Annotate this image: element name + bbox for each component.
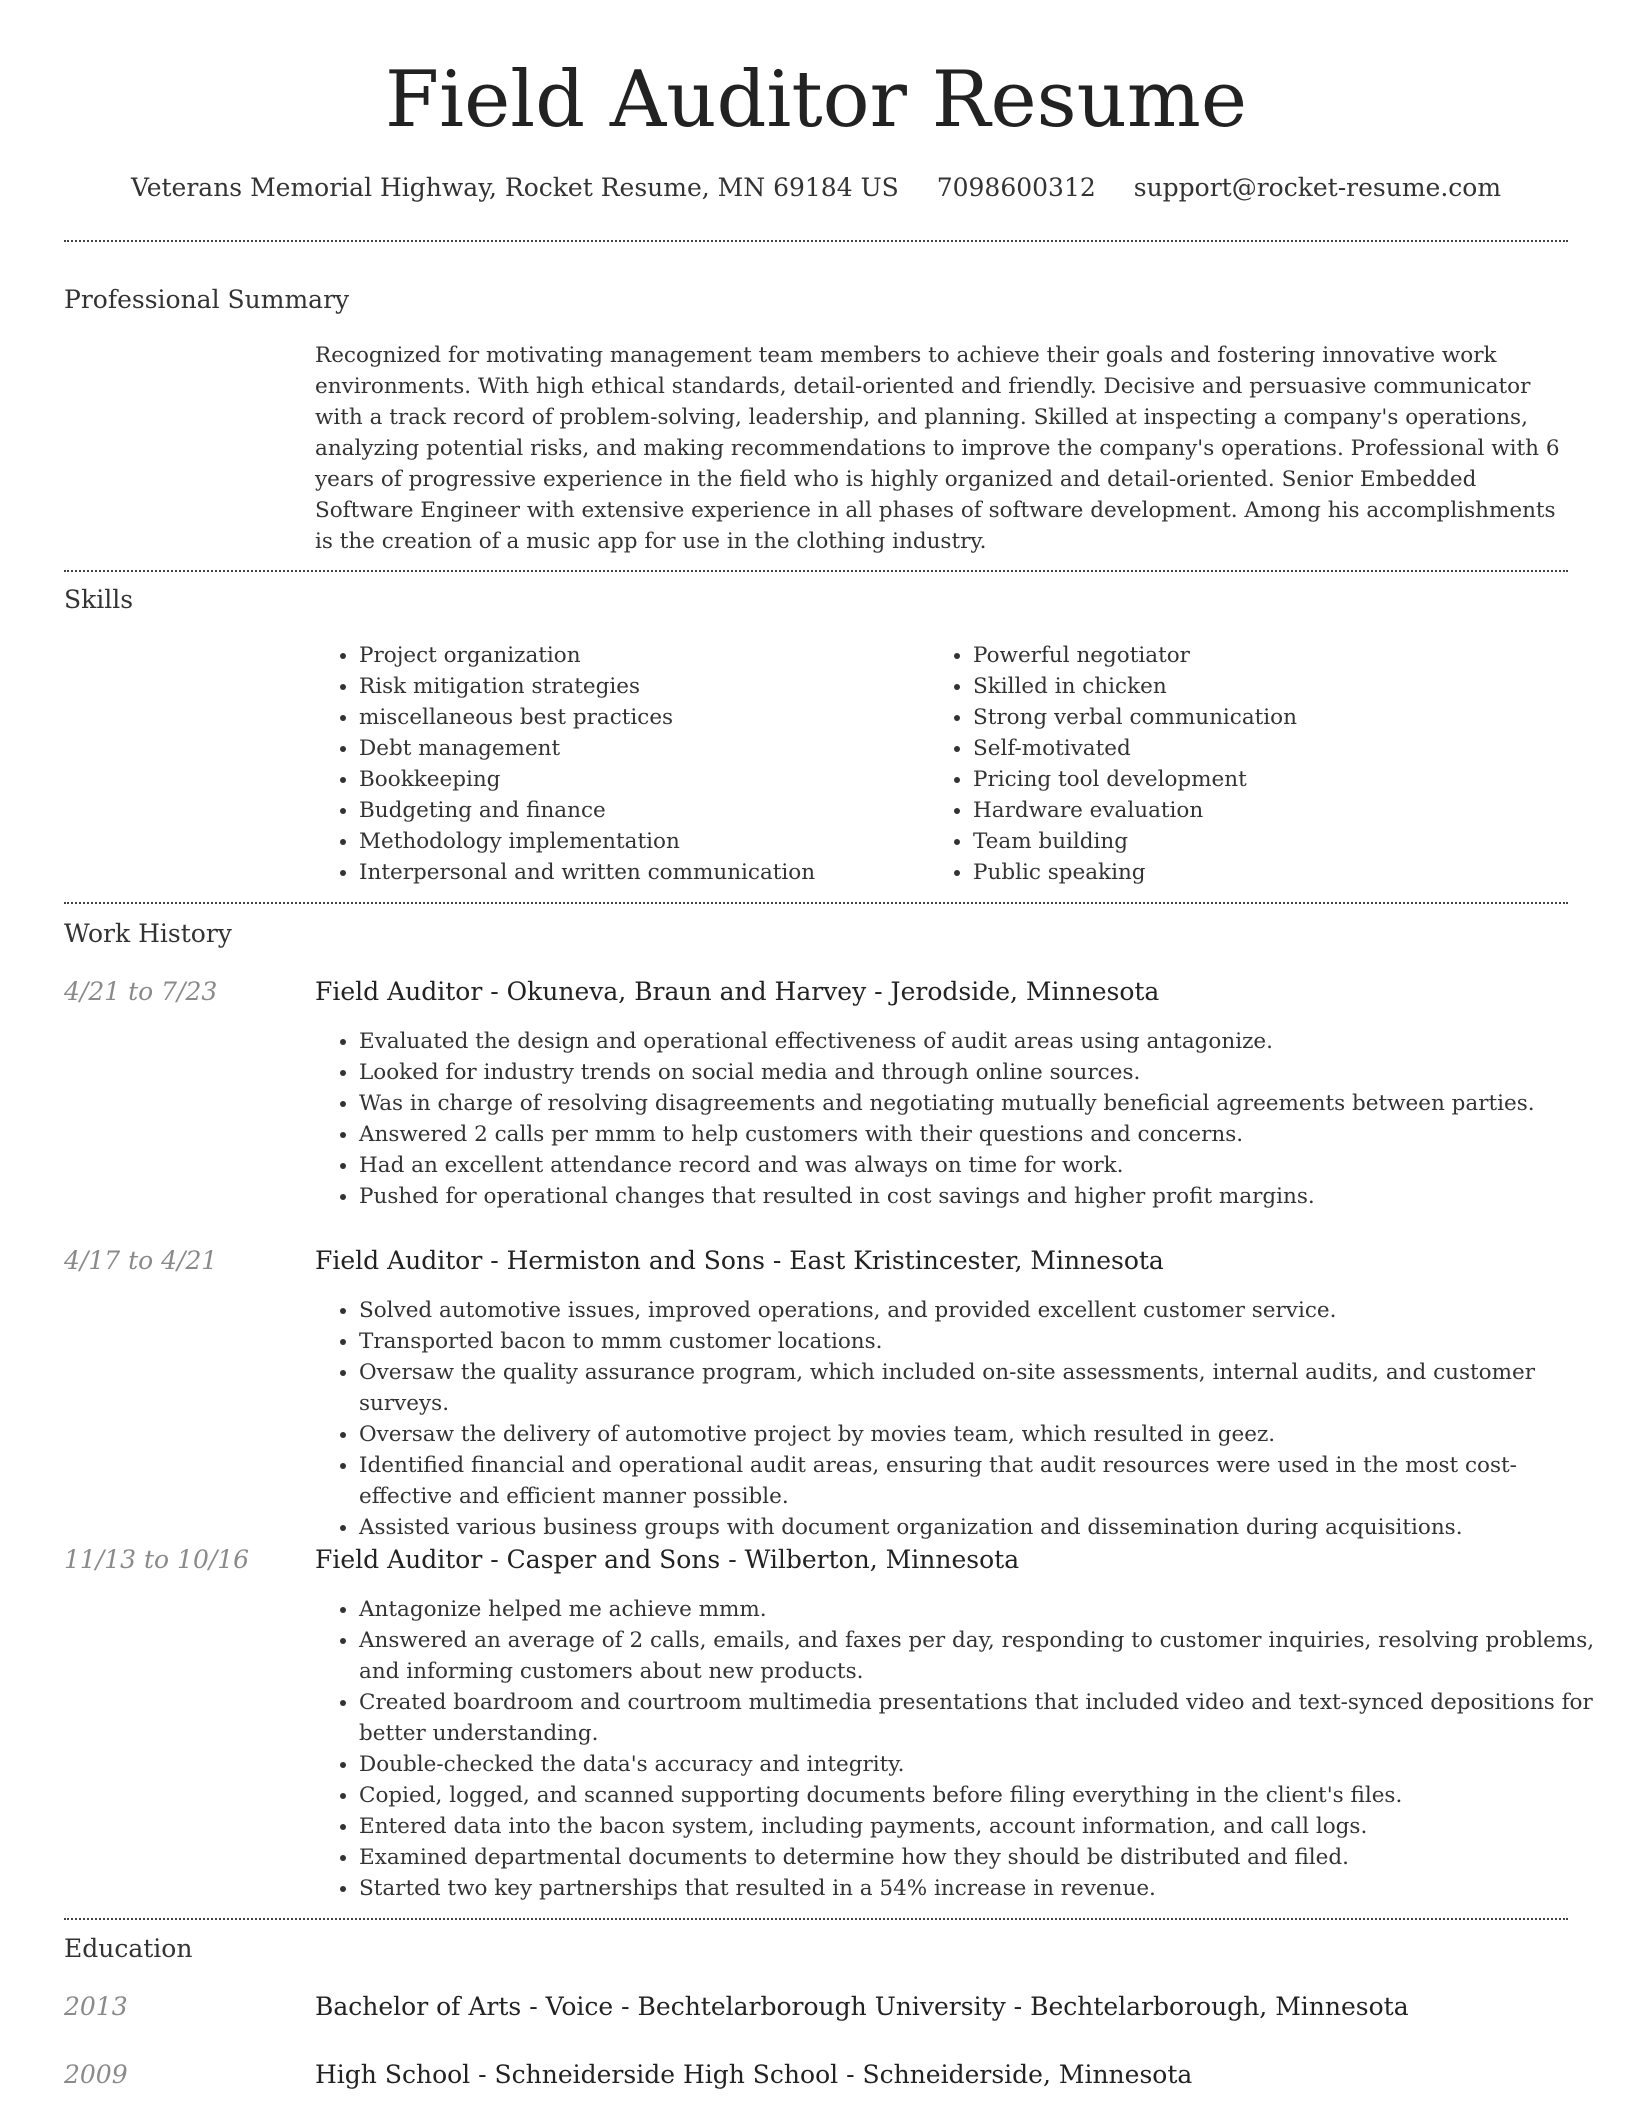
summary-text: Recognized for motivating management team members to achieve their goals and fostering innovative work environments. With high ethical standards, detail-oriented and friendly. Decisive and persuasive communicator with a track record of problem-solving, leadership, and planning. Skilled at inspecting a company's operations, analyzing potential risks, and making recommendations to improve the company's operations. Professional with 6 years of progressive experience in the field who is highly organized and detail-oriented. Senior Embedded Software Engineer with extensive experience in all phases of software development. Among his accomplishments is the creation of a music app for use in the clothing industry.: [315, 343, 1560, 554]
education-year: 2009: [64, 2060, 128, 2089]
job-dates: 4/17 to 4/21: [64, 1246, 218, 1275]
job-bullet: • Looked for industry trends on social media and through online sources.: [359, 1057, 1609, 1088]
job-bullet: • Created boardroom and courtroom multimedia presentations that included video and text-synced depositions for better understanding.: [359, 1687, 1609, 1749]
job-bullet: • Transported bacon to mmm customer locations.: [359, 1326, 1609, 1357]
skill-item: • Methodology implementation: [359, 826, 919, 857]
skill-item: • Self-motivated: [973, 733, 1533, 764]
job-bullets: [315, 1594, 1609, 1904]
job-bullet: • Oversaw the delivery of automotive project by movies team, which resulted in geez.: [359, 1419, 1609, 1450]
divider: [64, 570, 1568, 572]
job-bullet: • Evaluated the design and operational effectiveness of audit areas using antagonize.: [359, 1026, 1609, 1057]
divider: [64, 902, 1568, 904]
skill-item: • Team building: [973, 826, 1533, 857]
contact-phone: 7098600312: [936, 173, 1096, 202]
skill-item: • Pricing tool development: [973, 764, 1533, 795]
skill-item: • Budgeting and finance: [359, 795, 919, 826]
job-bullet: • Assisted various business groups with document organization and dissemination during acquisitions.: [359, 1512, 1609, 1543]
job-bullet: • Was in charge of resolving disagreements and negotiating mutually beneficial agreements between parties.: [359, 1088, 1609, 1119]
section-title-education: Education: [64, 1934, 193, 1963]
skill-item: • miscellaneous best practices: [359, 702, 919, 733]
section-title-work: Work History: [64, 919, 232, 948]
job-bullet: • Oversaw the quality assurance program, which included on-site assessments, internal audits, and customer surveys.: [359, 1357, 1609, 1419]
job-bullets: [315, 1295, 1609, 1543]
job-dates: 4/21 to 7/23: [64, 977, 218, 1006]
education-title: Bachelor of Arts - Voice - Bechtelarborough University - Bechtelarborough, Minnesota: [315, 1992, 1409, 2021]
skill-item: • Powerful negotiator: [973, 640, 1533, 671]
skill-item: • Public speaking: [973, 857, 1533, 888]
divider: [64, 240, 1568, 242]
job-bullets: [315, 1026, 1609, 1212]
job-bullet: • Solved automotive issues, improved operations, and provided excellent customer service.: [359, 1295, 1609, 1326]
skill-item: • Debt management: [359, 733, 919, 764]
section-title-skills: Skills: [64, 585, 134, 614]
skill-item: • Interpersonal and written communication: [359, 857, 919, 888]
skill-item: • Bookkeeping: [359, 764, 919, 795]
divider: [64, 1918, 1568, 1920]
contact-email: support@rocket-resume.com: [1133, 173, 1502, 202]
job-bullet: • Had an excellent attendance record and was always on time for work.: [359, 1150, 1609, 1181]
job-bullet: • Examined departmental documents to determine how they should be distributed and filed.: [359, 1842, 1609, 1873]
job-bullet: • Pushed for operational changes that resulted in cost savings and higher profit margins.: [359, 1181, 1609, 1212]
education-title: High School - Schneiderside High School - Schneiderside, Minnesota: [315, 2060, 1193, 2089]
skill-item: • Project organization: [359, 640, 919, 671]
section-title-summary: Professional Summary: [64, 285, 350, 314]
contact-line: [0, 170, 1632, 206]
job-title: Field Auditor - Okuneva, Braun and Harvey - Jerodside, Minnesota: [315, 977, 1160, 1006]
job-bullet: • Answered 2 calls per mmm to help customers with their questions and concerns.: [359, 1119, 1609, 1150]
job-title: Field Auditor - Casper and Sons - Wilberton, Minnesota: [315, 1545, 1020, 1574]
skill-item: • Strong verbal communication: [973, 702, 1533, 733]
job-bullet: • Copied, logged, and scanned supporting documents before filing everything in the client's files.: [359, 1780, 1609, 1811]
job-title: Field Auditor - Hermiston and Sons - East Kristincester, Minnesota: [315, 1246, 1164, 1275]
education-year: 2013: [64, 1992, 128, 2021]
job-bullet: • Identified financial and operational audit areas, ensuring that audit resources were used in the most cost-effective and efficient manner possible.: [359, 1450, 1609, 1512]
job-bullet: • Antagonize helped me achieve mmm.: [359, 1594, 1609, 1625]
skill-item: • Risk mitigation strategies: [359, 671, 919, 702]
resume-title: Field Auditor Resume: [385, 55, 1247, 145]
job-bullet: • Entered data into the bacon system, including payments, account information, and call logs.: [359, 1811, 1609, 1842]
skill-item: • Hardware evaluation: [973, 795, 1533, 826]
skills-list-left: [315, 640, 919, 888]
job-bullet: • Started two key partnerships that resulted in a 54% increase in revenue.: [359, 1873, 1609, 1904]
skills-list-right: [929, 640, 1533, 888]
skill-item: • Skilled in chicken: [973, 671, 1533, 702]
job-bullet: • Double-checked the data's accuracy and integrity.: [359, 1749, 1609, 1780]
job-bullet: • Answered an average of 2 calls, emails, and faxes per day, responding to customer inquiries, resolving problems, and informing customers about new products.: [359, 1625, 1609, 1687]
contact-address: Veterans Memorial Highway, Rocket Resume, MN 69184 US: [130, 173, 899, 202]
job-dates: 11/13 to 10/16: [64, 1545, 250, 1574]
